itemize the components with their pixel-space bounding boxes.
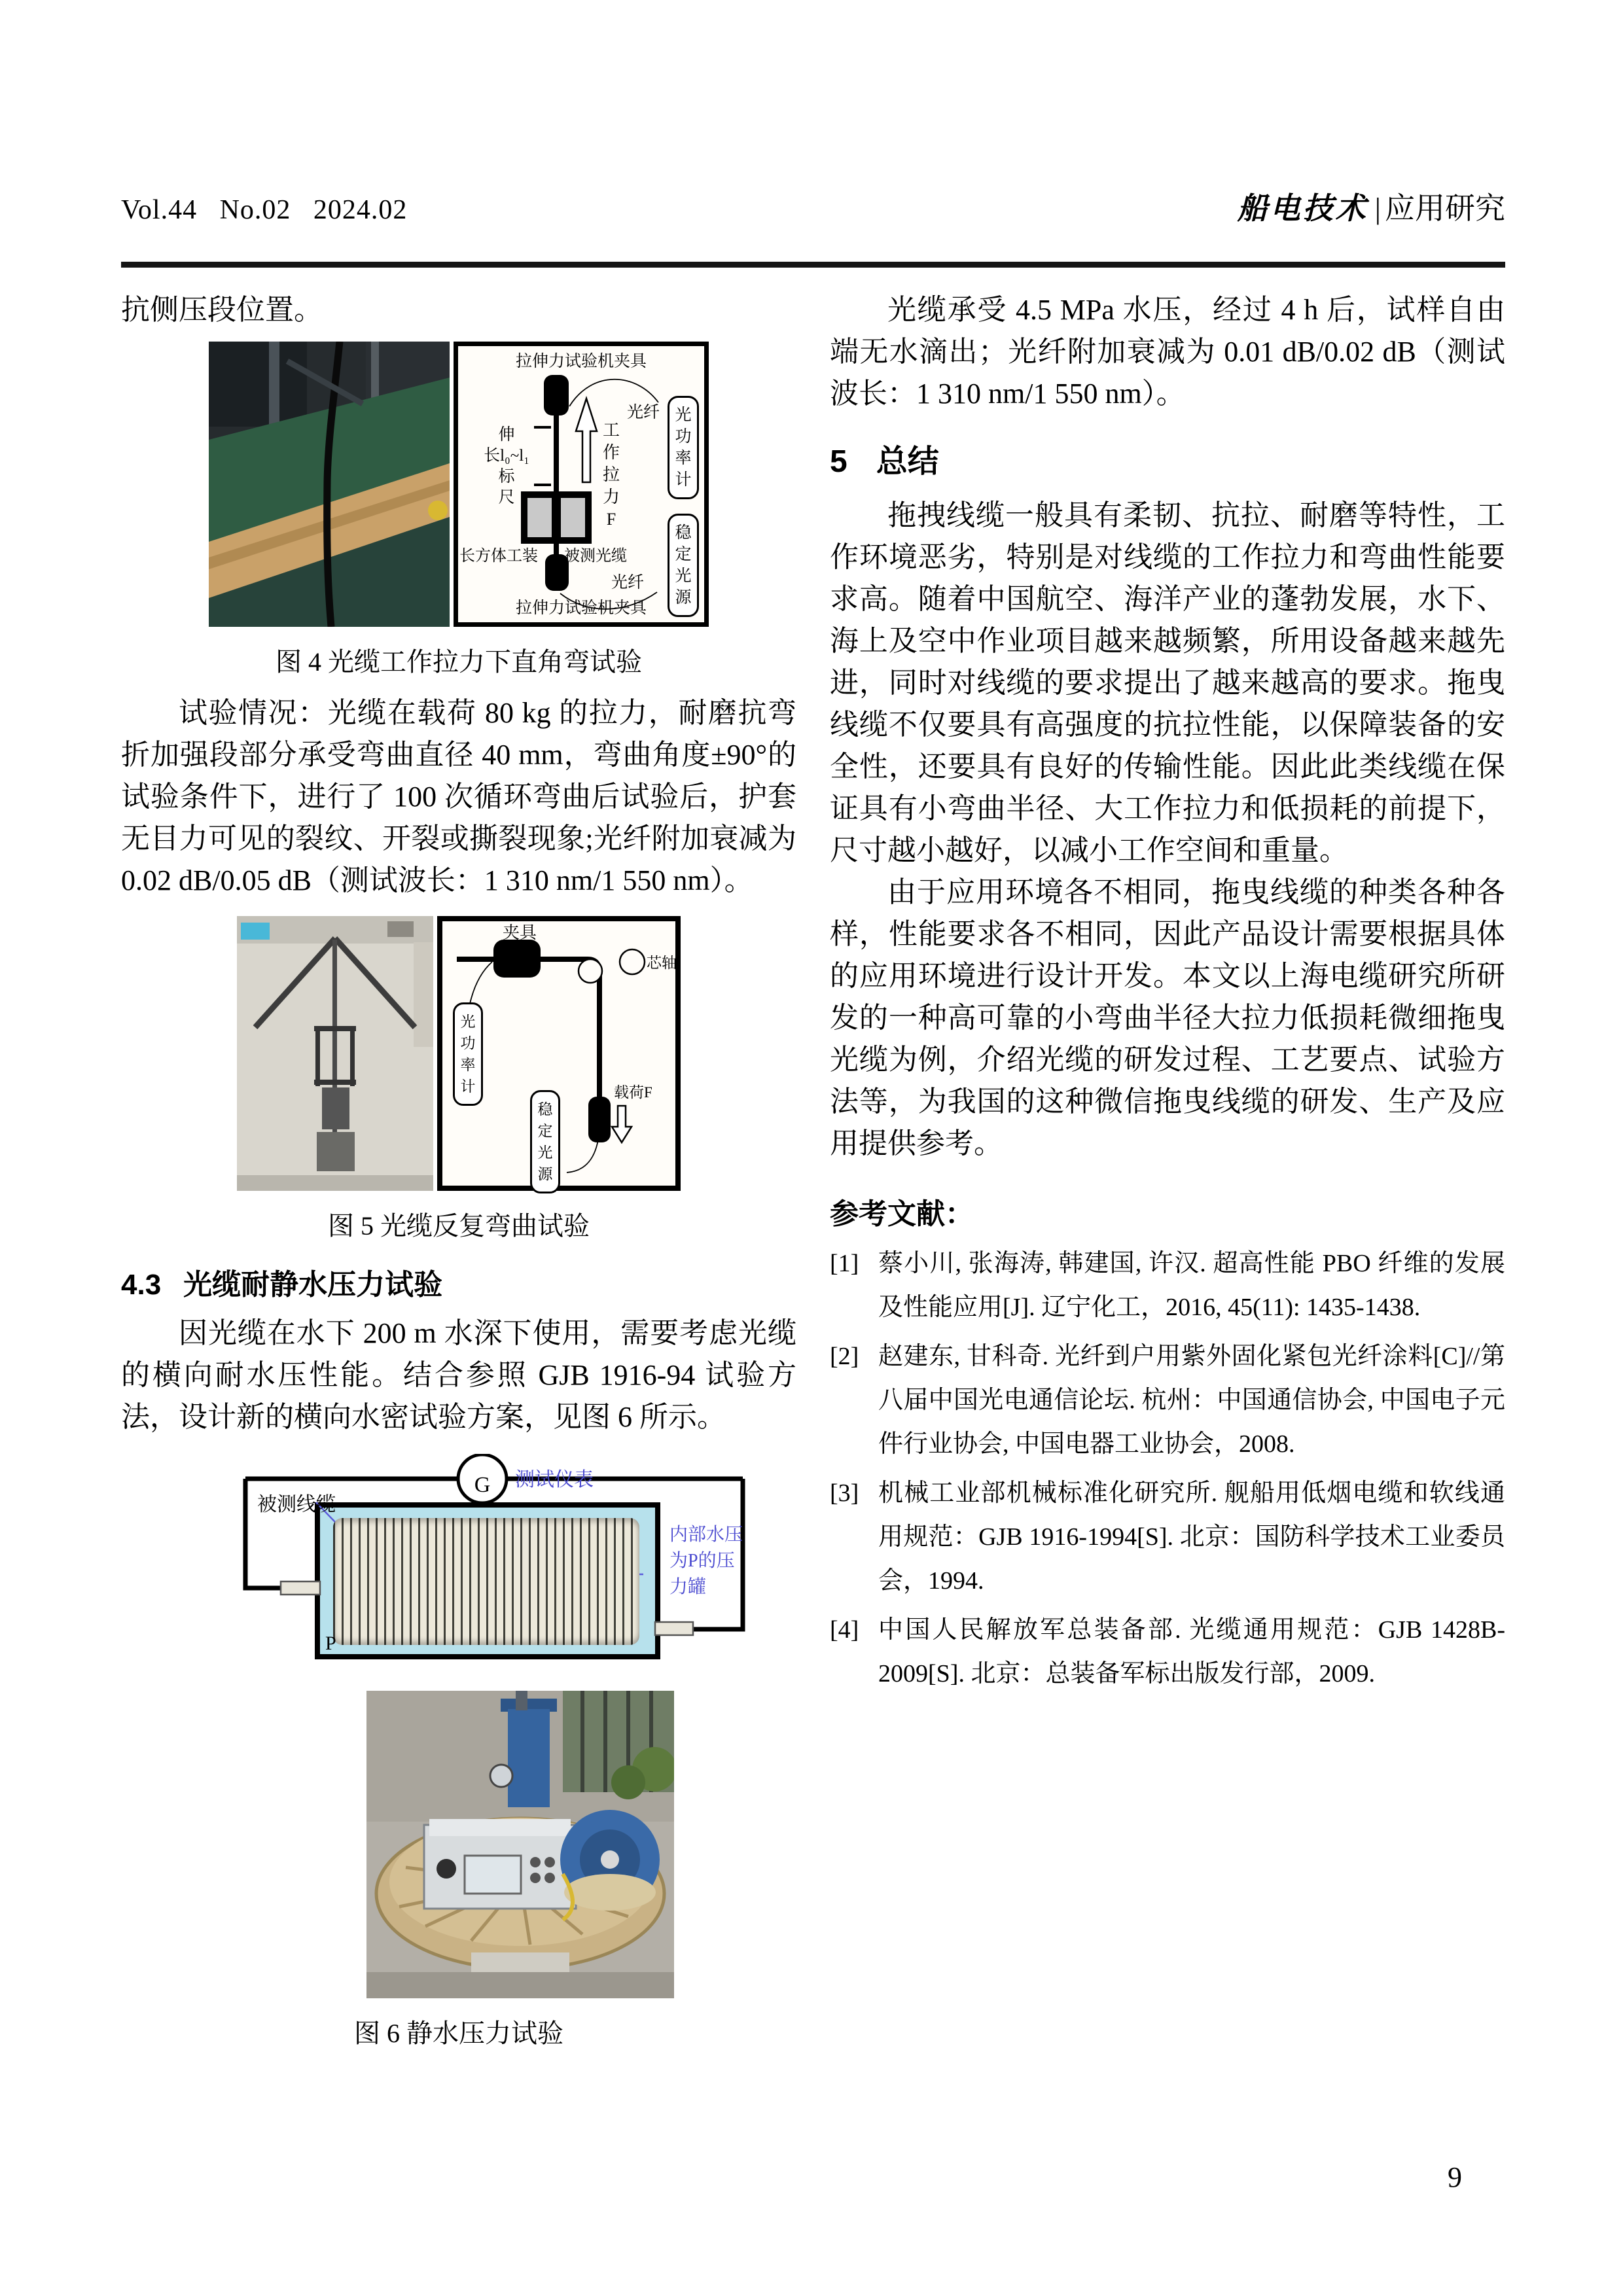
fig6-label-test-meter: 测试仪表 xyxy=(515,1469,594,1491)
fig5-label-mandrel: 芯轴 xyxy=(647,955,677,971)
reference-item xyxy=(830,1472,1505,1603)
figure4-photo xyxy=(209,342,450,627)
reference-text: 蔡小川, 张海涛, 韩建国, 许汉. 超高性能 PBO 纤维的发展及性能应用[J]. 辽宁化工，2016, 45(11): 1435-1438. xyxy=(878,1250,1505,1321)
fig4-label-clamp-bottom: 拉伸力试验机夹具 xyxy=(515,599,647,617)
section-5-number: 5 xyxy=(830,444,847,479)
fig4-box-power-meter: 光功率计 xyxy=(668,396,699,499)
fig4-label-fiber-bottom: 光纤 xyxy=(611,574,645,592)
fig4-label-cable: 被测光缆 xyxy=(564,548,627,565)
figure5-diagram xyxy=(437,916,681,1191)
reference-number: [2] xyxy=(830,1343,859,1370)
summary-paragraph-2: 由于应用环境各不相同，拖曳线缆的种类各种各样，性能要求各不相同，因此产品设计需要根据具体的应用环境进行设计开发。本文以上海电缆研究所研发的一种高可靠的小弯曲半径大拉力低损耗微细拖曳光缆为例，介绍光缆的研发过程、工艺要点、试验方法等，为我国的这种微信拖曳线缆的研发、生产及应用提供参考。 xyxy=(830,876,1505,1159)
lead-paragraph: 抗侧压段位置。 xyxy=(121,294,323,326)
section-5-heading xyxy=(830,441,1505,483)
fig5-box-power-meter: 光功率计 xyxy=(453,1002,483,1106)
fig5-label-clamp: 夹具 xyxy=(503,923,537,942)
figure4-caption: 图 4 光缆工作拉力下直角弯试验 xyxy=(276,647,642,677)
reference-text: 机械工业部机械标准化研究所. 舰船用低烟电缆和软线通用规范：GJB 1916-1994[S]. 北京：国防科学技术工业委员会，1994. xyxy=(878,1479,1505,1595)
section-4-3-heading xyxy=(121,1264,796,1306)
volume-issue-date: Vol.44 No.02 2024.02 xyxy=(121,195,408,225)
hydro-pressure-paragraph: 因光缆在水下 200 m 水深下使用，需要考虑光缆的横向耐水压性能。结合参照 GJB 1916-94 试验方法，设计新的横向水密试验方案，见图 6 所示。 xyxy=(121,1317,796,1433)
right-column xyxy=(830,289,1505,1696)
section-4-3-number: 4.3 xyxy=(121,1269,162,1301)
figure6-caption: 图 6 静水压力试验 xyxy=(354,2019,563,2048)
reference-number: [1] xyxy=(830,1250,859,1277)
fig6-label-pressure-tank: 内部水压为P的压力罐 xyxy=(669,1525,743,1597)
fig4-label-elongation-ruler: 伸 长l₀~l₁ 标 尺 xyxy=(484,426,529,506)
fig4-label-working-force: 工作拉力F xyxy=(602,421,620,529)
reference-text: 赵建东, 甘科奇. 光纤到户用紫外固化紧包光纤涂料[C]//第八届中国光电通信论坛. 杭州：中国通信协会, 中国电子元件行业协会, 中国电器工业协会，2008. xyxy=(878,1343,1505,1458)
header-rule xyxy=(121,262,1505,268)
fig6-label-cable-under-test: 被测线缆 xyxy=(257,1494,336,1515)
page-header xyxy=(121,185,1505,228)
masthead-divider: | xyxy=(1374,192,1381,225)
section-4-3-title: 光缆耐静水压力试验 xyxy=(183,1269,443,1301)
section-5-title: 总结 xyxy=(876,444,939,479)
fig4-label-fiber-top: 光纤 xyxy=(627,404,660,421)
reference-item xyxy=(830,1335,1505,1466)
coiled-cable-under-test xyxy=(333,1518,639,1645)
fig4-label-clamp-top: 拉伸力试验机夹具 xyxy=(515,353,647,370)
figure5 xyxy=(233,916,685,1191)
summary-paragraph-1: 拖拽线缆一般具有柔韧、抗拉、耐磨等特性，工作环境恶劣，特别是对线缆的工作拉力和弯曲性能要求高。随着中国航空、海洋产业的蓬勃发展，水下、海上及空中作业项目越来越频繁，所用设备越来越先进，同时对线缆的要求提出了越来越高的要求。拖曳线缆不仅要具有高强度的抗拉性能，以保障装备的安全性，还要具有良好的传输性能。因此此类线缆在保证具有小弯曲半径、大工作拉力和低损耗的前提下，尺寸越小越好，以减小工作空间和重量。 xyxy=(830,499,1505,866)
journal-name: 船电技术 xyxy=(1237,192,1368,225)
figure5-caption: 图 5 光缆反复弯曲试验 xyxy=(328,1211,590,1241)
fig6-label-pressure-p: P xyxy=(325,1633,336,1654)
page-number: 9 xyxy=(1448,2161,1462,2193)
figure4 xyxy=(206,342,711,627)
references-list xyxy=(830,1242,1505,1696)
reference-item xyxy=(830,1608,1505,1696)
figure6-photo xyxy=(366,1691,674,1998)
test-result-paragraph: 试验情况：光缆在载荷 80 kg 的拉力，耐磨抗弯折加强段部分承受弯曲直径 40 mm，弯曲角度±90°的试验条件下，进行了 100 次循环弯曲后试验后，护套无目力可见的裂纹、开裂或撕裂现象;光纤附加衰减为 0.02 dB/0.05 dB（测试波长：1 310 nm/1 550 nm）。 xyxy=(121,697,796,896)
fig6-gauge-letter: G xyxy=(474,1473,491,1497)
journal-section: 应用研究 xyxy=(1385,192,1505,225)
reference-text: 中国人民解放军总装备部. 光缆通用规范：GJB 1428B-2009[S]. 北京：总装备军标出版发行部，2009. xyxy=(878,1616,1505,1687)
references-heading: 参考文献： xyxy=(830,1198,974,1230)
fig4-box-light-source: 稳定光源 xyxy=(668,514,699,617)
reference-number: [4] xyxy=(830,1616,859,1644)
water-pressure-result-paragraph: 光缆承受 4.5 MPa 水压，经过 4 h 后，试样自由端无水滴出；光纤附加衰减为 0.01 dB/0.02 dB（测试波长：1 310 nm/1 550 nm）。 xyxy=(830,294,1505,410)
reference-item xyxy=(830,1242,1505,1330)
fig4-label-fixture: 长方体工装 xyxy=(459,548,538,565)
left-column xyxy=(121,289,796,2055)
fig5-box-light-source: 稳定光源 xyxy=(530,1090,560,1193)
figure5-photo xyxy=(237,916,433,1191)
journal-masthead xyxy=(1238,185,1505,228)
figure6-diagram xyxy=(219,1454,769,1671)
figure4-diagram xyxy=(454,342,709,627)
reference-number: [3] xyxy=(830,1479,859,1507)
fig5-label-load: 载荷F xyxy=(614,1084,652,1101)
